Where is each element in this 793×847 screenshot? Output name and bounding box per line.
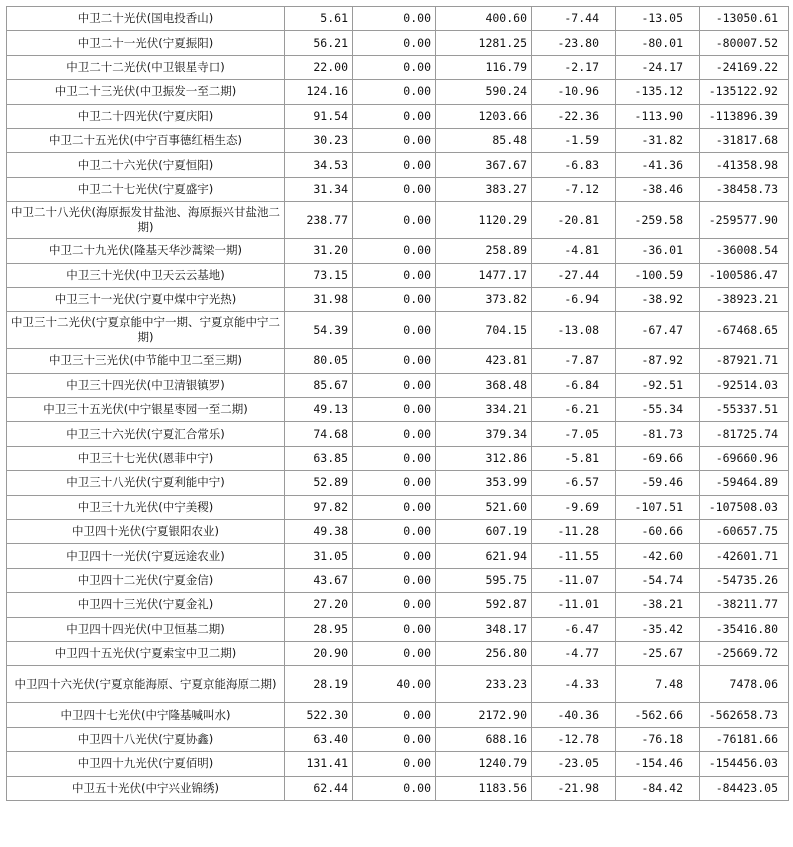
station-name-cell: 中卫四十五光伏(宁夏索宝中卫二期) [7, 641, 285, 665]
value-cell-2: 0.00 [353, 544, 436, 568]
value-cell-4: -6.84 [532, 373, 616, 397]
table-row [7, 287, 789, 311]
value-cell-4: -4.33 [532, 666, 616, 703]
value-cell-6: -42601.71 [700, 544, 789, 568]
value-cell-3: 1477.17 [436, 263, 532, 287]
value-cell-1: 54.39 [285, 312, 353, 349]
value-cell-2: 0.00 [353, 752, 436, 776]
table-row [7, 544, 789, 568]
table-row [7, 312, 789, 349]
value-cell-4: -22.36 [532, 104, 616, 128]
value-cell-2: 0.00 [353, 727, 436, 751]
value-cell-3: 233.23 [436, 666, 532, 703]
value-cell-4: -11.07 [532, 568, 616, 592]
value-cell-2: 0.00 [353, 776, 436, 800]
value-cell-2: 0.00 [353, 287, 436, 311]
table-row [7, 104, 789, 128]
value-cell-5: -41.36 [616, 153, 700, 177]
value-cell-1: 52.89 [285, 471, 353, 495]
value-cell-1: 124.16 [285, 80, 353, 104]
value-cell-5: -38.92 [616, 287, 700, 311]
value-cell-1: 131.41 [285, 752, 353, 776]
table-row [7, 422, 789, 446]
station-name-cell: 中卫四十三光伏(宁夏金礼) [7, 593, 285, 617]
value-cell-4: -21.98 [532, 776, 616, 800]
value-cell-1: 85.67 [285, 373, 353, 397]
table-row [7, 128, 789, 152]
value-cell-5: -69.66 [616, 446, 700, 470]
value-cell-5: -135.12 [616, 80, 700, 104]
value-cell-6: -154456.03 [700, 752, 789, 776]
value-cell-6: -13050.61 [700, 7, 789, 31]
value-cell-3: 521.60 [436, 495, 532, 519]
value-cell-1: 80.05 [285, 349, 353, 373]
station-name-cell: 中卫三十八光伏(宁夏利能中宁) [7, 471, 285, 495]
value-cell-6: -31817.68 [700, 128, 789, 152]
value-cell-6: -84423.05 [700, 776, 789, 800]
value-cell-6: -87921.71 [700, 349, 789, 373]
value-cell-5: -107.51 [616, 495, 700, 519]
value-cell-3: 2172.90 [436, 703, 532, 727]
value-cell-3: 258.89 [436, 239, 532, 263]
value-cell-5: -81.73 [616, 422, 700, 446]
value-cell-3: 607.19 [436, 520, 532, 544]
value-cell-4: -7.44 [532, 7, 616, 31]
value-cell-2: 0.00 [353, 312, 436, 349]
table-row [7, 7, 789, 31]
value-cell-6: -67468.65 [700, 312, 789, 349]
station-name-cell: 中卫二十六光伏(宁夏恒阳) [7, 153, 285, 177]
value-cell-4: -7.05 [532, 422, 616, 446]
value-cell-1: 43.67 [285, 568, 353, 592]
station-name-cell: 中卫五十光伏(中宁兴业锦绣) [7, 776, 285, 800]
value-cell-6: -41358.98 [700, 153, 789, 177]
table-row [7, 153, 789, 177]
table-row [7, 752, 789, 776]
value-cell-4: -12.78 [532, 727, 616, 751]
station-name-cell: 中卫二十四光伏(宁夏庆阳) [7, 104, 285, 128]
value-cell-5: -100.59 [616, 263, 700, 287]
value-cell-2: 0.00 [353, 128, 436, 152]
value-cell-3: 1281.25 [436, 31, 532, 55]
value-cell-6: -35416.80 [700, 617, 789, 641]
value-cell-4: -7.87 [532, 349, 616, 373]
value-cell-5: -42.60 [616, 544, 700, 568]
value-cell-6: -24169.22 [700, 55, 789, 79]
value-cell-5: -259.58 [616, 202, 700, 239]
value-cell-3: 348.17 [436, 617, 532, 641]
value-cell-2: 0.00 [353, 31, 436, 55]
value-cell-2: 0.00 [353, 202, 436, 239]
value-cell-1: 34.53 [285, 153, 353, 177]
value-cell-2: 0.00 [353, 520, 436, 544]
table-row [7, 446, 789, 470]
value-cell-1: 20.90 [285, 641, 353, 665]
value-cell-3: 621.94 [436, 544, 532, 568]
table-row [7, 568, 789, 592]
station-name-cell: 中卫四十六光伏(宁夏京能海原、宁夏京能海原二期) [7, 666, 285, 703]
table-row [7, 520, 789, 544]
value-cell-3: 400.60 [436, 7, 532, 31]
station-name-cell: 中卫二十一光伏(宁夏振阳) [7, 31, 285, 55]
value-cell-4: -9.69 [532, 495, 616, 519]
station-name-cell: 中卫四十七光伏(中宁隆基喊叫水) [7, 703, 285, 727]
station-name-cell: 中卫二十二光伏(中卫银星寺口) [7, 55, 285, 79]
value-cell-1: 73.15 [285, 263, 353, 287]
station-name-cell: 中卫二十光伏(国电投香山) [7, 7, 285, 31]
value-cell-4: -11.28 [532, 520, 616, 544]
table-row [7, 80, 789, 104]
table-row [7, 349, 789, 373]
value-cell-4: -11.55 [532, 544, 616, 568]
value-cell-4: -11.01 [532, 593, 616, 617]
value-cell-4: -13.08 [532, 312, 616, 349]
value-cell-1: 49.13 [285, 398, 353, 422]
value-cell-1: 5.61 [285, 7, 353, 31]
station-name-cell: 中卫三十七光伏(恩菲中宁) [7, 446, 285, 470]
value-cell-4: -23.80 [532, 31, 616, 55]
value-cell-4: -7.12 [532, 177, 616, 201]
value-cell-2: 0.00 [353, 104, 436, 128]
value-cell-2: 0.00 [353, 495, 436, 519]
value-cell-5: -38.46 [616, 177, 700, 201]
table-row [7, 617, 789, 641]
value-cell-1: 62.44 [285, 776, 353, 800]
value-cell-6: -92514.03 [700, 373, 789, 397]
value-cell-2: 0.00 [353, 641, 436, 665]
station-name-cell: 中卫三十四光伏(中卫清银镇罗) [7, 373, 285, 397]
value-cell-6: -36008.54 [700, 239, 789, 263]
value-cell-5: -562.66 [616, 703, 700, 727]
station-name-cell: 中卫二十九光伏(隆基天华沙蒿梁一期) [7, 239, 285, 263]
table-row [7, 727, 789, 751]
value-cell-1: 522.30 [285, 703, 353, 727]
value-cell-2: 0.00 [353, 446, 436, 470]
value-cell-2: 40.00 [353, 666, 436, 703]
station-name-cell: 中卫二十五光伏(中宁百事德红梧生态) [7, 128, 285, 152]
table-row [7, 471, 789, 495]
value-cell-5: -87.92 [616, 349, 700, 373]
table-body [7, 7, 789, 801]
value-cell-3: 353.99 [436, 471, 532, 495]
table-row [7, 398, 789, 422]
value-cell-4: -23.05 [532, 752, 616, 776]
value-cell-3: 379.34 [436, 422, 532, 446]
value-cell-2: 0.00 [353, 55, 436, 79]
value-cell-2: 0.00 [353, 239, 436, 263]
table-row [7, 593, 789, 617]
value-cell-4: -4.81 [532, 239, 616, 263]
value-cell-3: 1120.29 [436, 202, 532, 239]
table-row [7, 239, 789, 263]
value-cell-1: 63.85 [285, 446, 353, 470]
station-name-cell: 中卫四十光伏(宁夏银阳农业) [7, 520, 285, 544]
value-cell-2: 0.00 [353, 471, 436, 495]
value-cell-5: -84.42 [616, 776, 700, 800]
value-cell-3: 334.21 [436, 398, 532, 422]
value-cell-6: -54735.26 [700, 568, 789, 592]
value-cell-1: 30.23 [285, 128, 353, 152]
value-cell-4: -6.47 [532, 617, 616, 641]
value-cell-4: -6.94 [532, 287, 616, 311]
value-cell-5: -25.67 [616, 641, 700, 665]
value-cell-5: -67.47 [616, 312, 700, 349]
value-cell-3: 85.48 [436, 128, 532, 152]
value-cell-1: 63.40 [285, 727, 353, 751]
value-cell-3: 1183.56 [436, 776, 532, 800]
table-row [7, 495, 789, 519]
value-cell-5: -92.51 [616, 373, 700, 397]
value-cell-3: 1240.79 [436, 752, 532, 776]
value-cell-1: 74.68 [285, 422, 353, 446]
value-cell-3: 368.48 [436, 373, 532, 397]
value-cell-5: -35.42 [616, 617, 700, 641]
value-cell-5: -80.01 [616, 31, 700, 55]
value-cell-5: -113.90 [616, 104, 700, 128]
value-cell-6: -259577.90 [700, 202, 789, 239]
table-row [7, 177, 789, 201]
station-name-cell: 中卫四十九光伏(宁夏佰明) [7, 752, 285, 776]
value-cell-6: -80007.52 [700, 31, 789, 55]
value-cell-4: -2.17 [532, 55, 616, 79]
value-cell-5: -31.82 [616, 128, 700, 152]
value-cell-3: 595.75 [436, 568, 532, 592]
station-name-cell: 中卫三十九光伏(中宁美稷) [7, 495, 285, 519]
value-cell-3: 423.81 [436, 349, 532, 373]
station-name-cell: 中卫四十二光伏(宁夏金信) [7, 568, 285, 592]
value-cell-1: 27.20 [285, 593, 353, 617]
value-cell-2: 0.00 [353, 373, 436, 397]
value-cell-4: -5.81 [532, 446, 616, 470]
table-row [7, 776, 789, 800]
value-cell-1: 28.95 [285, 617, 353, 641]
value-cell-3: 592.87 [436, 593, 532, 617]
station-name-cell: 中卫三十二光伏(宁夏京能中宁一期、宁夏京能中宁二期) [7, 312, 285, 349]
value-cell-1: 49.38 [285, 520, 353, 544]
value-cell-6: -38211.77 [700, 593, 789, 617]
value-cell-5: -59.46 [616, 471, 700, 495]
station-name-cell: 中卫四十四光伏(中卫恒基二期) [7, 617, 285, 641]
table-row [7, 263, 789, 287]
value-cell-5: -54.74 [616, 568, 700, 592]
value-cell-3: 688.16 [436, 727, 532, 751]
station-name-cell: 中卫三十六光伏(宁夏汇合常乐) [7, 422, 285, 446]
value-cell-3: 704.15 [436, 312, 532, 349]
value-cell-1: 238.77 [285, 202, 353, 239]
value-cell-4: -4.77 [532, 641, 616, 665]
value-cell-2: 0.00 [353, 617, 436, 641]
value-cell-4: -27.44 [532, 263, 616, 287]
value-cell-6: -562658.73 [700, 703, 789, 727]
value-cell-6: -113896.39 [700, 104, 789, 128]
value-cell-2: 0.00 [353, 593, 436, 617]
data-table [6, 6, 789, 801]
value-cell-6: -38458.73 [700, 177, 789, 201]
value-cell-5: -76.18 [616, 727, 700, 751]
station-name-cell: 中卫三十五光伏(中宁银星枣园一至二期) [7, 398, 285, 422]
table-row [7, 373, 789, 397]
station-name-cell: 中卫四十八光伏(宁夏协鑫) [7, 727, 285, 751]
value-cell-1: 28.19 [285, 666, 353, 703]
value-cell-3: 312.86 [436, 446, 532, 470]
value-cell-1: 31.98 [285, 287, 353, 311]
value-cell-2: 0.00 [353, 177, 436, 201]
value-cell-6: -81725.74 [700, 422, 789, 446]
value-cell-3: 256.80 [436, 641, 532, 665]
value-cell-4: -6.21 [532, 398, 616, 422]
station-name-cell: 中卫四十一光伏(宁夏远途农业) [7, 544, 285, 568]
value-cell-2: 0.00 [353, 568, 436, 592]
table-row [7, 55, 789, 79]
value-cell-6: -59464.89 [700, 471, 789, 495]
value-cell-6: -60657.75 [700, 520, 789, 544]
station-name-cell: 中卫二十三光伏(中卫振发一至二期) [7, 80, 285, 104]
table-row [7, 202, 789, 239]
value-cell-3: 590.24 [436, 80, 532, 104]
value-cell-6: -25669.72 [700, 641, 789, 665]
value-cell-2: 0.00 [353, 7, 436, 31]
value-cell-1: 97.82 [285, 495, 353, 519]
value-cell-5: -154.46 [616, 752, 700, 776]
value-cell-6: -76181.66 [700, 727, 789, 751]
table-row [7, 703, 789, 727]
value-cell-4: -10.96 [532, 80, 616, 104]
value-cell-5: -60.66 [616, 520, 700, 544]
value-cell-4: -40.36 [532, 703, 616, 727]
value-cell-2: 0.00 [353, 703, 436, 727]
value-cell-6: 7478.06 [700, 666, 789, 703]
table-row [7, 641, 789, 665]
value-cell-6: -38923.21 [700, 287, 789, 311]
value-cell-1: 31.20 [285, 239, 353, 263]
value-cell-2: 0.00 [353, 153, 436, 177]
value-cell-3: 373.82 [436, 287, 532, 311]
value-cell-1: 22.00 [285, 55, 353, 79]
value-cell-6: -55337.51 [700, 398, 789, 422]
value-cell-4: -6.83 [532, 153, 616, 177]
value-cell-2: 0.00 [353, 263, 436, 287]
value-cell-5: -24.17 [616, 55, 700, 79]
value-cell-4: -20.81 [532, 202, 616, 239]
value-cell-3: 116.79 [436, 55, 532, 79]
value-cell-6: -107508.03 [700, 495, 789, 519]
value-cell-3: 1203.66 [436, 104, 532, 128]
value-cell-5: 7.48 [616, 666, 700, 703]
value-cell-5: -55.34 [616, 398, 700, 422]
value-cell-3: 367.67 [436, 153, 532, 177]
value-cell-2: 0.00 [353, 80, 436, 104]
value-cell-5: -13.05 [616, 7, 700, 31]
value-cell-1: 56.21 [285, 31, 353, 55]
value-cell-4: -6.57 [532, 471, 616, 495]
value-cell-6: -100586.47 [700, 263, 789, 287]
value-cell-6: -135122.92 [700, 80, 789, 104]
table-row [7, 31, 789, 55]
value-cell-5: -36.01 [616, 239, 700, 263]
table-row [7, 666, 789, 703]
value-cell-1: 31.34 [285, 177, 353, 201]
value-cell-2: 0.00 [353, 349, 436, 373]
value-cell-4: -1.59 [532, 128, 616, 152]
station-name-cell: 中卫三十一光伏(宁夏中煤中宁光热) [7, 287, 285, 311]
station-name-cell: 中卫二十八光伏(海原振发甘盐池、海原振兴甘盐池二期) [7, 202, 285, 239]
station-name-cell: 中卫二十七光伏(宁夏盛宇) [7, 177, 285, 201]
value-cell-1: 31.05 [285, 544, 353, 568]
value-cell-2: 0.00 [353, 398, 436, 422]
value-cell-6: -69660.96 [700, 446, 789, 470]
value-cell-3: 383.27 [436, 177, 532, 201]
station-name-cell: 中卫三十光伏(中卫天云云基地) [7, 263, 285, 287]
value-cell-2: 0.00 [353, 422, 436, 446]
value-cell-1: 91.54 [285, 104, 353, 128]
value-cell-5: -38.21 [616, 593, 700, 617]
station-name-cell: 中卫三十三光伏(中节能中卫二至三期) [7, 349, 285, 373]
